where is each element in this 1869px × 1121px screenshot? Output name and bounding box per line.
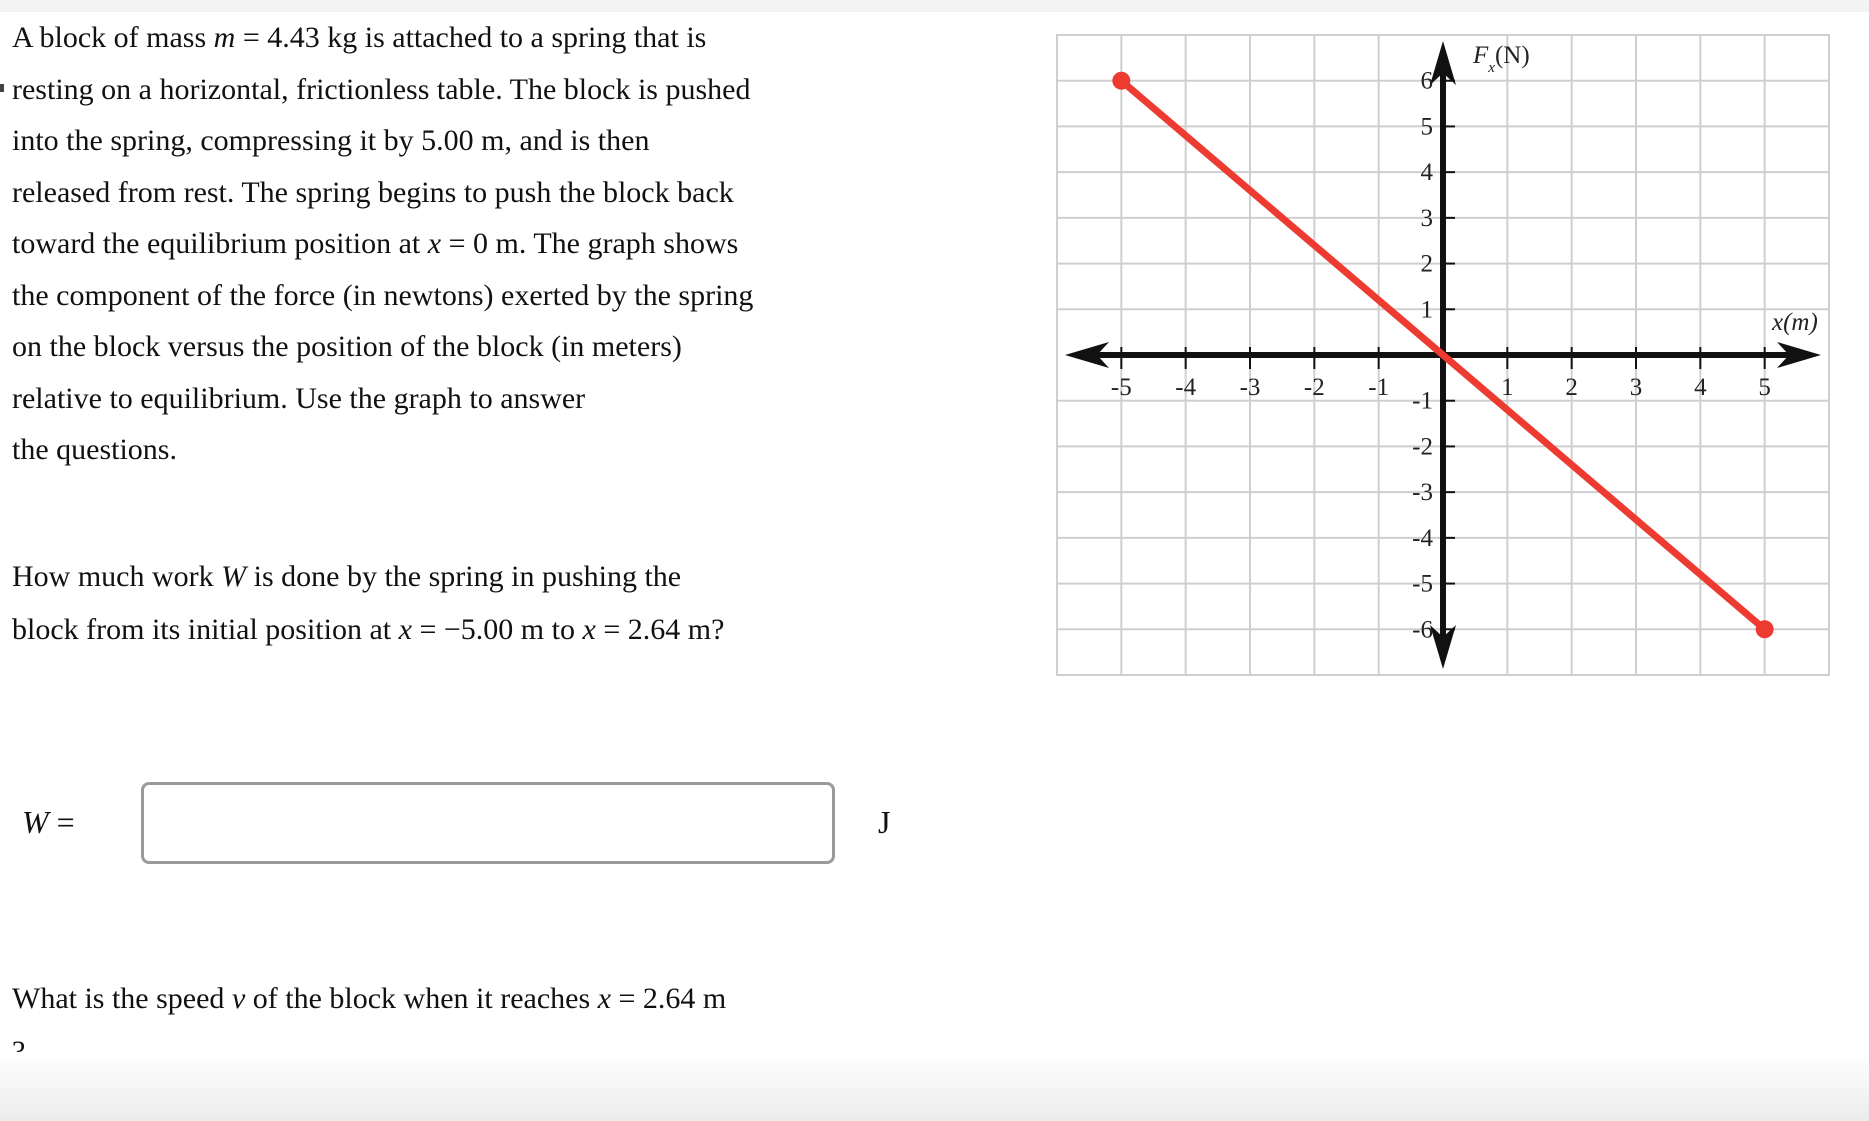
x-tick-label: -3 [1239,374,1261,401]
question-text: of the block when it reaches [245,982,598,1015]
y-tick-label: -1 [1412,387,1433,415]
top-bar [0,0,1869,12]
data-point [1756,620,1774,638]
var-w: W [221,560,247,593]
problem-text: A block of mass [12,21,214,54]
problem-line [12,12,912,64]
var-x: x [427,227,442,260]
problem-text: toward the equilibrium position at [12,227,428,260]
problem-text: = 0 m. The graph shows [441,227,739,260]
question-text: block from its initial position at [12,613,399,646]
question-text: = 2.64 m? [595,613,725,646]
var-w: W [22,804,49,840]
var-v: v [231,982,246,1015]
problem-text: = 4.43 kg is attached to a spring that is [235,21,707,54]
var-x: x [597,982,611,1015]
question-text: = 2.64 m [610,982,727,1015]
x-axis-label: x(m) [1772,309,1818,336]
y-tick-label: 3 [1420,204,1433,232]
x-tick-label: -1 [1368,374,1390,401]
y-tick-label: -4 [1412,524,1433,552]
work-answer-input[interactable] [141,782,835,864]
question-text: What is the speed [12,982,232,1015]
question-line [12,972,912,1025]
question-line [12,550,912,603]
y-tick-label: 5 [1420,113,1433,141]
x-tick-label: -2 [1303,374,1325,401]
work-unit: J [878,804,891,840]
problem-line [12,218,912,270]
force-position-graph [1055,33,1835,678]
x-tick-label: -4 [1175,374,1197,401]
problem-line: the questions. [12,433,177,466]
left-edge-marker [0,84,4,92]
var-x: x [398,613,412,646]
problem-line: the component of the force (in newtons) exerted by the spring [12,278,754,312]
y-tick-label: -5 [1412,570,1433,598]
work-answer-label [22,802,75,842]
x-tick-label: 3 [1629,374,1643,401]
y-tick-label: 2 [1420,250,1433,278]
y-tick-label: 1 [1420,296,1433,324]
y-tick-label: -3 [1412,479,1433,507]
question-text: is done by the spring in pushing the [246,560,682,593]
x-tick-label: 4 [1694,374,1707,401]
y-axis-label: $F_x(N)$ [1473,42,1530,76]
problem-line: relative to equilibrium. Use the graph to answer [12,381,586,415]
y-tick-label: 4 [1420,159,1433,187]
problem-line: released from rest. The spring begins to push the block back [12,175,734,209]
var-m: m [213,21,236,54]
question-text: = −5.00 m to [411,613,583,646]
y-tick-label: -2 [1412,433,1433,461]
problem-line: resting on a horizontal, frictionless table. The block is pushed [12,72,751,106]
problem-line: into the spring, compressing it by 5.00 m, and is then [12,124,650,157]
problem-line: on the block versus the position of the block (in meters) [12,330,682,363]
y-tick-label: 6 [1420,67,1433,95]
work-answer-row [20,782,920,872]
equals-sign: = [48,804,75,840]
x-tick-label: 5 [1758,374,1771,401]
x-tick-label: -5 [1110,374,1132,401]
y-tick-label: -6 [1412,616,1433,644]
bottom-fade [0,1052,1869,1121]
problem-statement [12,12,912,476]
x-tick-label: 2 [1565,374,1578,401]
data-point [1112,72,1130,90]
var-x: x [582,613,596,646]
question-text: How much work [12,560,222,593]
x-tick-label: 1 [1501,374,1514,401]
question-work [12,550,912,656]
question-line [12,603,912,656]
